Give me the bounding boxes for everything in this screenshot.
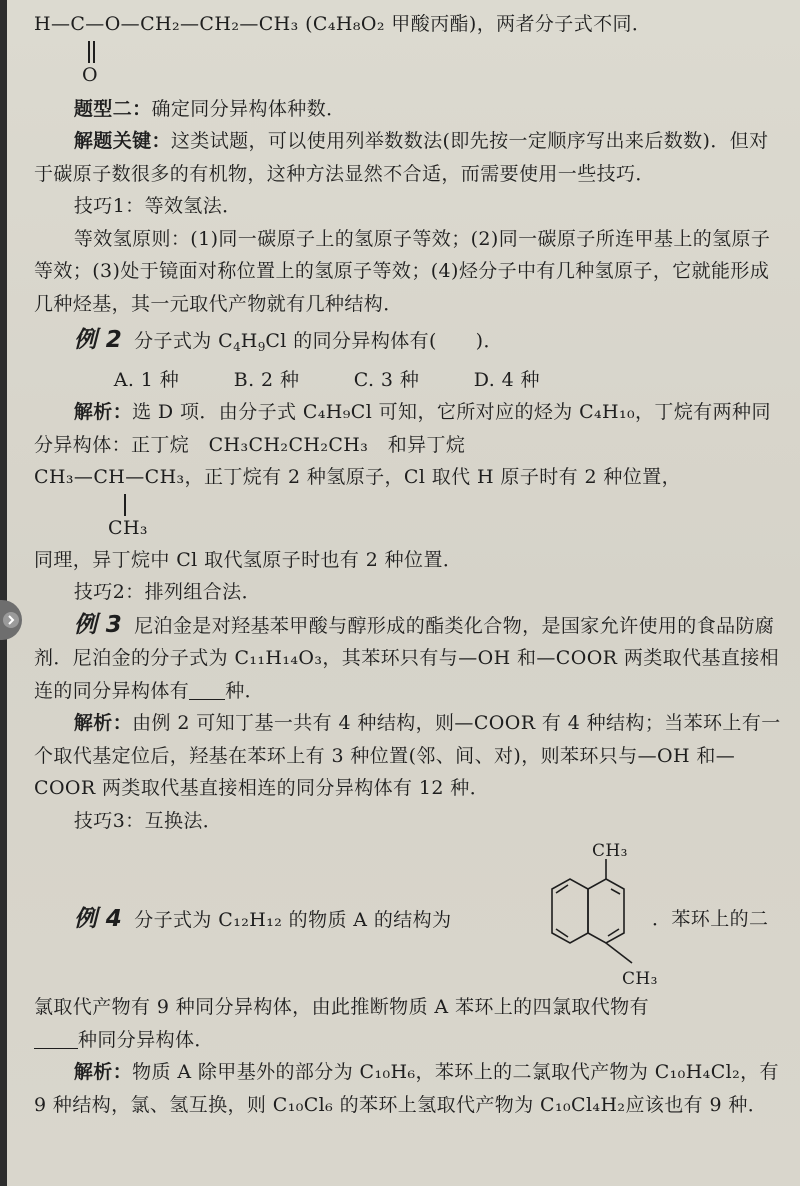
- type2-text: 确定同分异构体种数．: [151, 97, 346, 120]
- example2-sub1: 4: [233, 340, 241, 354]
- carbonyl-oxygen: O: [82, 63, 98, 86]
- example2-tag: 例 2: [73, 327, 123, 353]
- double-bond-line-1: [88, 41, 90, 63]
- key-text: 这类试题，可以使用列举数数法(即先按一定顺序写出来后数数)．但对于碳原子数很多的有机物，这种方法显然不合适，而需要使用一些技巧．: [34, 130, 769, 185]
- key-label: 解题关键：: [73, 130, 171, 152]
- example2-q2: H: [240, 330, 258, 352]
- example2-question: [34, 324, 784, 364]
- branch-methyl: CH₃: [108, 516, 148, 539]
- molecule-methyl-top: CH₃: [592, 841, 628, 861]
- double-bond-line-2: [93, 41, 95, 63]
- option-d[interactable]: D. 4 种: [473, 368, 540, 391]
- option-b[interactable]: B. 2 种: [233, 368, 300, 391]
- example4-q3: 氯取代产物有 9 种同分异构体，由此推断物质 A 苯环上的四氯取代物有: [34, 996, 649, 1018]
- example4-tag: 例 4: [74, 906, 123, 932]
- book-spine: [0, 0, 7, 1186]
- example4-question-line3: [34, 1024, 784, 1057]
- chevron-right-icon: [2, 611, 20, 629]
- skill3-heading: 技巧3：互换法．: [73, 809, 223, 832]
- carbonyl-group: [34, 41, 784, 93]
- ester-formula-line: [34, 8, 784, 41]
- skill1-heading: 技巧1：等效氢法．: [73, 195, 242, 217]
- example2-answer-line2: CH₃—CH—CH₃，正丁烷有 2 种氢原子，Cl 取代 H 原子时有 2 种位置，: [34, 466, 681, 488]
- example4-question-line2: [34, 991, 784, 1024]
- page-content: [34, 8, 784, 1121]
- branch-bond: [124, 494, 126, 516]
- example2-q1: 分子式为 C: [134, 330, 234, 352]
- example3-tag: 例 3: [73, 611, 123, 638]
- isobutane-branch: [34, 494, 784, 544]
- example4-question-start: [34, 903, 451, 937]
- principle-paragraph: 等效氢原则：(1)同一碳原子上的氢原子等效；(2)同一碳原子所连甲基上的氢原子等效；(3)处于镜面对称位置上的氢原子等效；(4)烃分子中有几种氢原子，它就能形成几种烃基，其一元取代产物就有几种结构．: [34, 227, 771, 315]
- key-paragraph: [34, 125, 784, 190]
- ester-formula: H—C—O—CH₂—CH₂—CH₃: [34, 13, 299, 35]
- skill2-heading: 技巧2：排列组合法．: [73, 581, 261, 603]
- example4-q4: 种同分异构体．: [78, 1028, 214, 1051]
- example4-q1: 分子式为 C₁₂H₁₂ 的物质 A 的结构为: [134, 909, 452, 931]
- ester-formula-note: (C₄H₈O₂ 甲酸丙酯)，两者分子式不同．: [305, 13, 652, 35]
- molecule-methyl-bottom: CH₃: [622, 969, 658, 989]
- type2-label: 题型二：: [73, 97, 152, 120]
- example3-question: [34, 609, 784, 708]
- option-a[interactable]: A. 1 种: [113, 368, 180, 391]
- example3-answer-label: 解析：: [73, 712, 133, 734]
- page-turn-tab[interactable]: [0, 600, 22, 640]
- example2-q3: Cl 的同分异构体有( )．: [265, 330, 503, 352]
- example4-answer-text: 物质 A 除甲基外的部分为 C₁₀H₆，苯环上的二氯取代产物为 C₁₀H₄Cl₂，有 9 种结构，氯、氢互换，则 C₁₀Cl₆ 的苯环上氢取代产物为 C₁₀Cl₄H₂应该也有 9 种．: [34, 1061, 779, 1116]
- example4-question-row: [34, 837, 784, 991]
- example2-answer-line3: 同理，异丁烷中 Cl 取代氢原子时也有 2 种位置．: [34, 548, 463, 571]
- example4-q2: ．苯环上的二: [652, 908, 769, 930]
- example2-options: [34, 364, 784, 397]
- example2-answer-text1: 选 D 项．由分子式 C₄H₉Cl 可知，它所对应的烃为 C₄H₁₀，丁烷有两种同分异构体：正丁烷 CH₃CH₂CH₂CH₃ 和异丁烷: [34, 401, 771, 456]
- example3-end: 种．: [225, 679, 265, 702]
- example3-text: 尼泊金是对羟基苯甲酸与醇形成的酯类化合物，是国家允许使用的食品防腐剂．尼泊金的分子式为 C₁₁H₁₄O₃，其苯环只有与—OH 和—COOR 两类取代基直接相连的同分异构体有: [34, 614, 780, 702]
- example2-answer-label: 解析：: [73, 401, 133, 423]
- example4-blank[interactable]: [34, 1028, 78, 1049]
- example3-blank[interactable]: [189, 679, 225, 700]
- example2-answer: [34, 396, 784, 461]
- example3-answer-text: 由例 2 可知丁基一共有 4 种结构，则—COOR 有 4 种结构；当苯环上有一个取代基定位后，羟基在苯环上有 3 种位置(邻、间、对)，则苯环只与—OH 和—COOR 两类取代基直接相连的同分异构体有 12 种．: [34, 712, 781, 799]
- type2-heading: [34, 93, 784, 126]
- example2-sub2: 9: [257, 340, 266, 354]
- example3-answer: [34, 707, 784, 805]
- example4-answer: [34, 1056, 784, 1121]
- option-c[interactable]: C. 3 种: [353, 368, 420, 391]
- example4-answer-label: 解析：: [73, 1061, 133, 1083]
